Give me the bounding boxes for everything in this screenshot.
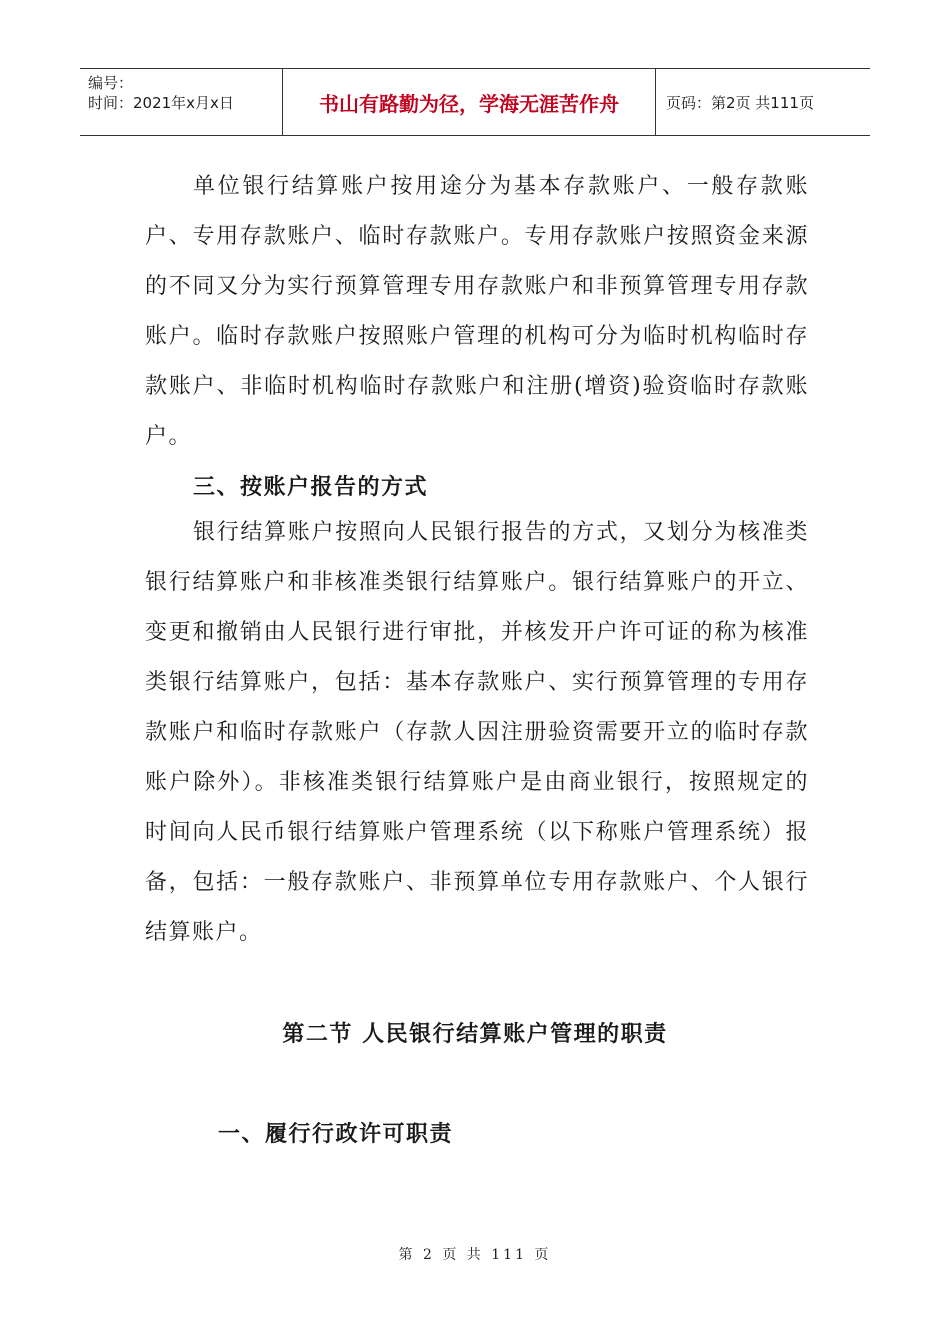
- page-footer: 第 2 页 共 111 页: [398, 1247, 552, 1263]
- paragraph-account-usage: 单位银行结算账户按用途分为基本存款账户、一般存款账户、专用存款账户、临时存款账户。专用存款账户按照资金来源的不同又分为实行预算管理专用存款账户和非预算管理专用存款账户。临时存款账户按照账户管理的机构可分为临时机构临时存款账户、非临时机构临时存款账户和注册(增资)验资临时存款账户。: [145, 174, 809, 449]
- date-label: 时间：2021年x月x日: [88, 94, 234, 112]
- header-page-info: 页码：第2页 共111页: [666, 93, 814, 112]
- heading-admin-license: 一、履行行政许可职责: [218, 1122, 454, 1147]
- header-meta: [80, 69, 283, 135]
- document-header: [80, 68, 870, 136]
- section-title: 第二节 人民银行结算账户管理的职责: [282, 1022, 668, 1047]
- code-label: 编号：: [88, 74, 134, 92]
- header-motto: 书山有路勤为径，学海无涯苦作舟: [283, 69, 656, 135]
- heading-report-method: 三、按账户报告的方式: [193, 475, 429, 500]
- paragraph-report-method: 银行结算账户按照向人民银行报告的方式，又划分为核准类银行结算账户和非核准类银行结算账户。银行结算账户的开立、变更和撤销由人民银行进行审批，并核发开户许可证的称为核准类银行结算账户，包括：基本存款账户、实行预算管理的专用存款账户和临时存款账户（存款人因注册验资需要开立的临时存款账户除外）。非核准类银行结算账户是由商业银行，按照规定的时间向人民币银行结算账户管理系统（以下称账户管理系统）报备，包括：一般存款账户、非预算单位专用存款账户、个人银行结算账户。: [145, 520, 809, 945]
